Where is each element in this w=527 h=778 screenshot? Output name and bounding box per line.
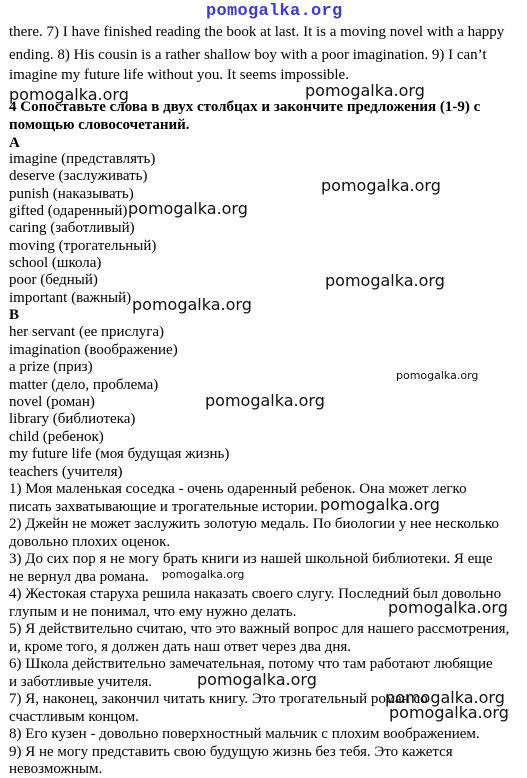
watermark: pomogalka.org — [396, 369, 479, 382]
column-a-item: gifted (одаренный) — [9, 203, 128, 219]
column-b-item: her servant (ее прислуга) — [9, 324, 165, 340]
text-line: ending. 8) His cousin is a rather shallow boy with a poor imagination. 9) I can’t — [9, 47, 487, 63]
text-line: there. 7) I have finished reading the book at last. It is a moving novel with a happy — [9, 24, 505, 40]
sentence-line: 8) Его кузен - довольно поверхностный мальчик с плохим воображением. — [9, 726, 480, 742]
column-a-item: school (школа) — [9, 255, 102, 271]
watermark: pomogalka.org — [320, 495, 440, 514]
column-a-item: moving (трогательный) — [9, 238, 157, 254]
sentence-line: 1) Моя маленькая соседка - очень одаренный ребенок. Она может легко — [9, 481, 467, 497]
watermark: pomogalka.org — [205, 391, 325, 410]
watermark: pomogalka.org — [162, 568, 245, 581]
sentence-line: 9) Я не могу представить свою будущую жизнь без тебя. Это кажется — [9, 744, 453, 760]
column-b-item: imagination (воображение) — [9, 342, 178, 358]
watermark: pomogalka.org — [132, 295, 252, 314]
sentence-line: 7) Я, наконец, закончил читать книгу. Это трогательный роман со — [9, 691, 428, 707]
column-b-item: library (библиотека) — [9, 411, 136, 427]
sentence-line: 2) Джейн не может заслужить золотую медаль. По биологии у нее несколько — [9, 516, 500, 532]
column-a-item: deserve (заслуживать) — [9, 168, 148, 184]
watermark: pomogalka.org — [388, 598, 508, 617]
watermark: pomogalka.org — [9, 85, 129, 104]
sentence-line: невозможным. — [9, 761, 103, 777]
sentence-line: и заботливые учителя. — [9, 674, 152, 690]
sentence-line: 4) Жестокая старуха решила наказать своего слугу. Последний был довольно — [9, 586, 502, 602]
sentence-line: и, кроме того, я должен дать наш ответ через два дня. — [9, 639, 352, 655]
sentence-line: 6) Школа действительно замечательная, потому что там работают любящие — [9, 656, 493, 672]
sentence-line: счастливым концом. — [9, 709, 139, 725]
sentence-line: довольно плохих оценок. — [9, 534, 171, 550]
exercise-heading: 4 Сопоставьте слова в двух столбцах и закончите предложения (1-9) с — [9, 99, 481, 115]
watermark: pomogalka.org — [305, 81, 425, 100]
column-b-item: novel (роман) — [9, 394, 95, 410]
watermark: pomogalka.org — [385, 688, 505, 707]
column-b-item: my future life (моя будущая жизнь) — [9, 446, 230, 462]
column-b-item: a prize (приз) — [9, 359, 93, 375]
exercise-heading: помощью словосочетаний. — [9, 117, 190, 133]
column-a-item: important (важный) — [9, 290, 132, 306]
sentence-line: 3) До сих пор я не могу брать книги из нашей школьной библиотеки. Я еще — [9, 551, 493, 567]
site-header-watermark: pomogalka.org — [206, 2, 343, 21]
watermark: pomogalka.org — [325, 271, 445, 290]
column-a-item: poor (бедный) — [9, 272, 98, 288]
watermark: pomogalka.org — [321, 176, 441, 195]
column-a-label: A — [9, 135, 20, 151]
sentence-line: 5) Я действительно считаю, что это важный вопрос для нашего рассмотрения, — [9, 621, 510, 637]
column-b-label: B — [9, 307, 20, 323]
sentence-line: глупым и не понимал, что ему нужно делать. — [9, 604, 297, 620]
watermark: pomogalka.org — [128, 199, 248, 218]
column-a-item: caring (заботливый) — [9, 220, 135, 236]
column-b-item: teachers (учителя) — [9, 464, 123, 480]
watermark: pomogalka.org — [389, 703, 509, 722]
sentence-line: писать захватывающие и трогательные истории. — [9, 499, 318, 515]
text-line: imagine my future life without you. It seems impossible. — [9, 67, 349, 83]
column-b-item: child (ребенок) — [9, 429, 104, 445]
column-a-item: imagine (представлять) — [9, 151, 156, 167]
column-b-item: matter (дело, проблема) — [9, 377, 159, 393]
column-a-item: punish (наказывать) — [9, 186, 134, 202]
sentence-line: не вернул два романа. — [9, 569, 149, 585]
watermark: pomogalka.org — [197, 670, 317, 689]
